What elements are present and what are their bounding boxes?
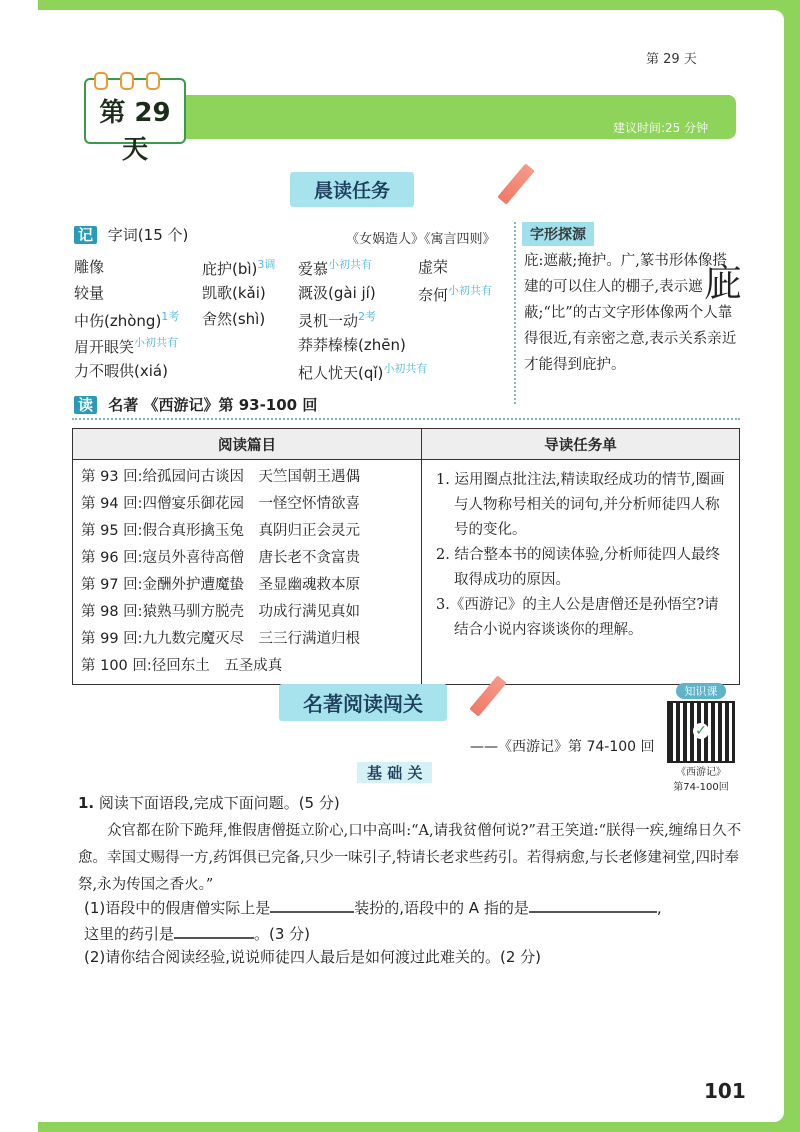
vocab-word-text: 眉开眼笑 (74, 338, 135, 356)
vocab-word-text: 虚荣 (418, 258, 449, 276)
chapter-item: 第 93 回:给孤园问古谈因 天竺国朝王遇偶 (81, 469, 361, 485)
vocab-word (298, 334, 406, 355)
vocab-word-text: 溉汲(gài jí) (298, 284, 376, 302)
table-header-chapters: 阅读篇目 (73, 429, 422, 460)
vocab-word-tag: 3调 (257, 258, 276, 271)
vocab-word-text: 杞人忧天(qǐ) (298, 364, 384, 382)
sub1-part-c: , (656, 899, 662, 917)
sub1-part-a: (1)语段中的假唐僧实际上是 (84, 899, 271, 917)
vocab-source: 《女娲造人》《寓言四则》 (346, 232, 496, 247)
vocab-word (418, 256, 448, 277)
chapter-item: 第 99 回:九九数完魔灭尽 三三行满道归根 (81, 631, 361, 647)
chapter-item: 第 94 回:四僧宴乐御花园 一怪空怀情欲喜 (81, 496, 361, 512)
question-1 (78, 792, 340, 813)
task-item: 3.《西游记》的主人公是唐僧还是孙悟空?请结合小说内容谈谈你的理解。 (436, 597, 719, 638)
vocab-label: 记 (74, 226, 97, 244)
vocab-word (298, 308, 376, 331)
vocab-word (202, 256, 275, 279)
sub-question-1 (84, 895, 744, 947)
calendar-badge (84, 78, 186, 165)
vocab-divider (514, 222, 516, 404)
vocab-word (298, 360, 427, 383)
morning-task-title: 晨读任务 (290, 172, 414, 207)
vocab-word-text: 较量 (74, 284, 105, 302)
qr-bottom-label-1: 《西游记》 (676, 767, 726, 778)
qr-bottom-label-2: 第74-100回 (673, 782, 729, 793)
answer-blank-2[interactable] (529, 911, 657, 913)
vocab-word-tag: 1考 (161, 310, 180, 323)
day-title: 第 29 天 (99, 98, 171, 165)
calendar-rings-icon (94, 72, 174, 84)
etymology-text: 庇:遮蔽;掩护。广,篆书形体像搭建的可以住人的棚子,表示遮蔽;“比”的古文字形体像两个人靠得很近,有亲密之意,表示关系亲近才能得到庇护。 (524, 253, 737, 373)
chapter-item: 第 98 回:猿熟马驯方脱壳 功成行满见真如 (81, 604, 361, 620)
passage: 众官都在阶下跪拜,惟假唐僧挺立阶心,口中高叫:“A,请我贫僧何说?”君王笑道:“朕得一疾,缠绵日久不愈。幸国丈赐得一方,药饵俱已完备,只少一味引子,特请长老求些药引。若得病愈,与长老修建祠堂,四时奉祭,永为传国之香火。” (78, 823, 742, 893)
chapter-item: 第 97 回:金酬外护遭魔蛰 圣显幽魂救本原 (81, 577, 361, 593)
vocab-heading: 字词(15 个) (107, 226, 189, 244)
vocab-word-text: 舍然(shì) (202, 310, 266, 328)
read-row (74, 394, 317, 415)
vocab-word-text: 庇护(bì) (202, 260, 258, 278)
read-label: 读 (74, 396, 97, 414)
chapter-item: 第 100 回:径回东土 五圣成真 (81, 658, 283, 674)
etymology-glyph: 庛 (704, 261, 743, 305)
sub-question-2: (2)请你结合阅读经验,说说师徒四人最后是如何渡过此难关的。(2 分) (84, 948, 542, 966)
task-item: 1. 运用圈点批注法,精读取经成功的情节,圈画与人物称号相关的词句,并分析师徒四人称号的变化。 (436, 472, 725, 538)
vocab-word-tag: 2考 (358, 310, 377, 323)
chapter-item: 第 95 回:假合真形擒玉兔 真阴归正会灵元 (81, 523, 361, 539)
sub1-part-d: 这里的药引是 (84, 925, 175, 943)
qr-code-icon: ✓ (667, 701, 735, 763)
vocab-word (298, 282, 376, 303)
answer-blank-3[interactable] (174, 937, 254, 939)
vocab-word-text: 雕像 (74, 258, 105, 276)
qr-code-card[interactable] (661, 683, 741, 793)
vocab-word (202, 282, 266, 303)
vocab-word (298, 256, 372, 279)
reading-table (72, 428, 740, 685)
sub1-part-b: 装扮的,语段中的 A 指的是 (354, 899, 529, 917)
etymology-title: 字形探源 (522, 222, 594, 246)
vocab-word-text: 莽莽榛榛(zhēn) (298, 336, 406, 354)
answer-blank-1[interactable] (270, 911, 354, 913)
challenge-title: 名著阅读闯关 (279, 684, 447, 721)
chapter-list (73, 460, 422, 685)
vocab-word-text: 凯歌(kǎi) (202, 284, 266, 302)
vocab-word (74, 282, 104, 303)
vocab-word (74, 334, 178, 357)
vocab-word-text: 力不暇供(xiá) (74, 362, 168, 380)
question-number: 1. (78, 794, 95, 812)
vocab-word-tag: 小初共有 (383, 362, 428, 375)
vocab-word-text: 爱慕 (298, 260, 329, 278)
qr-top-label: 知识课 (676, 683, 726, 699)
vocab-word (74, 308, 179, 331)
vocab-word-text: 中伤(zhòng) (74, 312, 162, 330)
level-title: 基 础 关 (357, 762, 432, 783)
chapter-item: 第 96 回:寇员外喜待高僧 唐长老不贪富贵 (81, 550, 361, 566)
challenge-subtitle: ——《西游记》第 74-100 回 (470, 739, 655, 755)
task-item: 2. 结合整本书的阅读体验,分析师徒四人最终取得成功的原因。 (436, 547, 721, 588)
page-number: 101 (704, 1079, 746, 1103)
task-list (422, 460, 740, 685)
vocab-word (74, 256, 104, 277)
vocab-word-text: 灵机一动 (298, 312, 359, 330)
vocab-word-tag: 小初共有 (134, 336, 179, 349)
vocab-grid (74, 256, 514, 386)
table-header-tasks: 导读任务单 (422, 429, 740, 460)
sub1-part-e: 。(3 分) (254, 925, 311, 943)
read-text: 名著 《西游记》第 93-100 回 (108, 396, 318, 414)
day-tag: 第 29 天 (646, 52, 697, 67)
vocab-word (202, 308, 265, 329)
question-text: 阅读下面语段,完成下面问题。(5 分) (98, 794, 340, 812)
vocab-word-text: 奈何 (418, 286, 449, 304)
vocab-word-tag: 小初共有 (328, 258, 373, 271)
vocab-heading-row (74, 224, 188, 245)
suggested-time: 建议时间:25 分钟 (613, 121, 709, 135)
vocab-word (418, 282, 492, 305)
read-divider (72, 418, 740, 420)
vocab-word (74, 360, 168, 381)
vocab-word-tag: 小初共有 (448, 284, 493, 297)
